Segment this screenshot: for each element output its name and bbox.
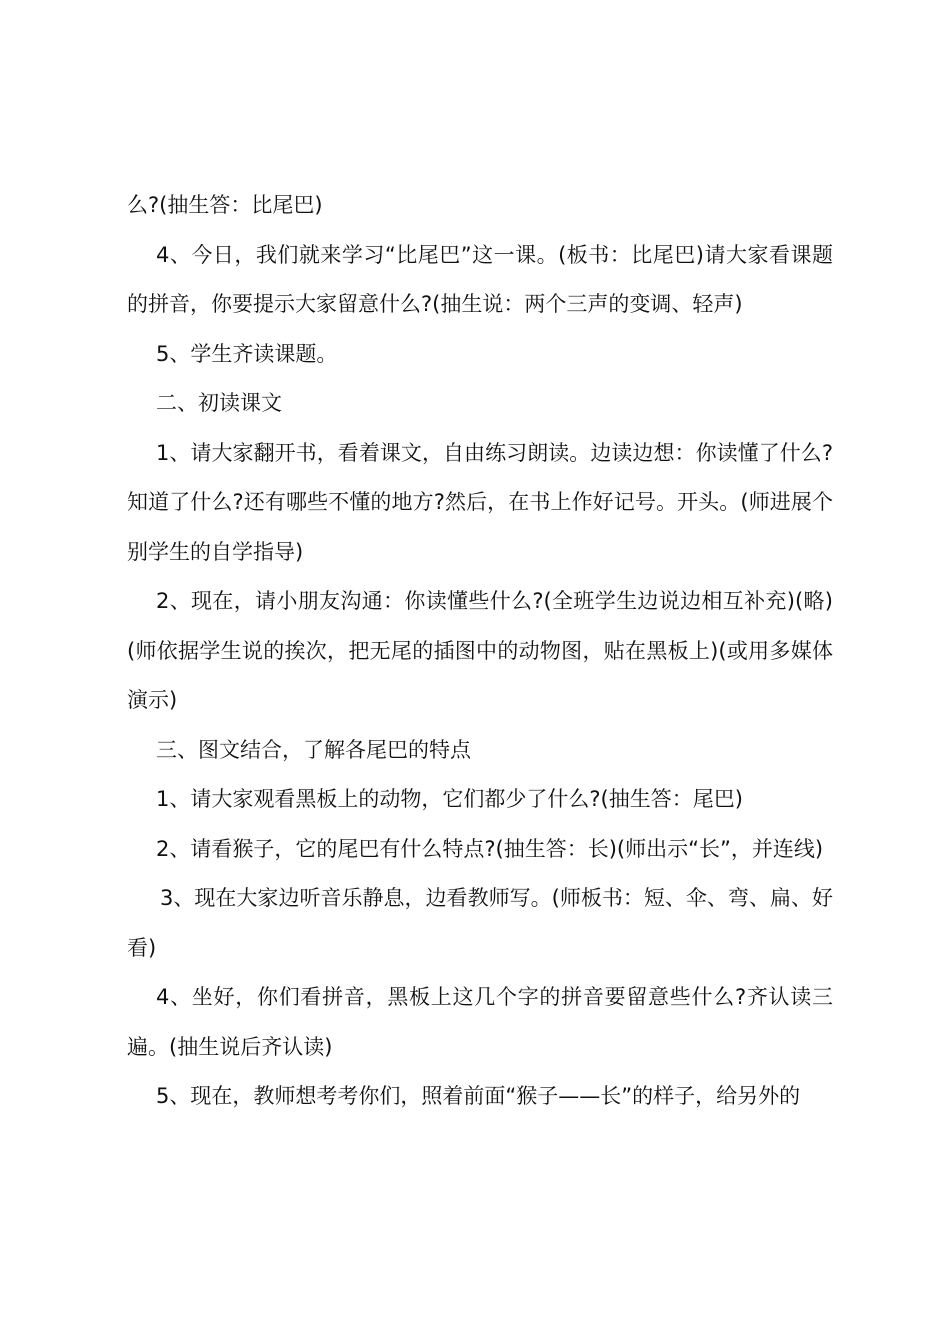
- paragraph-tail-step-1: 1、请大家观看黑板上的动物，它们都少了什么?(抽生答：尾巴): [156, 787, 743, 811]
- paragraph-tail-step-3: 3、现在大家边听音乐静息，边看教师写。(师板书：短、伞、弯、扁、好看): [127, 886, 833, 960]
- paragraph-reading-step-1: 1、请大家翻开书，看着课文，自由练习朗读。边读边想：你读懂了什么?知道了什么?还有哪些不懂的地方?然后，在书上作好记号。开头。(师进展个别学生的自学指导): [127, 440, 833, 564]
- paragraph-tail-step-2: 2、请看猴子，它的尾巴有什么特点?(抽生答：长)(师出示“长”，并连线): [156, 836, 824, 861]
- section-heading-text-image: 三、图文结合，了解各尾巴的特点: [156, 737, 471, 762]
- paragraph-step-5-read-title: 5、学生齐读课题。: [156, 341, 338, 366]
- section-heading-initial-reading: 二、初读课文: [156, 391, 282, 415]
- paragraph-step-4-intro: 4、今日，我们就来学习“比尾巴”这一课。(板书：比尾巴)请大家看课题的拼音，你要提示大家留意什么?(抽生说：两个三声的变调、轻声): [127, 242, 833, 316]
- paragraph-tail-step-5: 5、现在，教师想考考你们，照着前面“猴子——长”的样子，给另外的: [156, 1084, 801, 1108]
- paragraph-tail-step-4: 4、坐好，你们看拼音，黑板上这几个字的拼音要留意些什么?齐认读三遍。(抽生说后齐认读): [127, 985, 833, 1059]
- paragraph-continuation: 么?(抽生答：比尾巴): [127, 193, 323, 217]
- paragraph-reading-step-2: 2、现在，请小朋友沟通：你读懂些什么?(全班学生边说边相互补充)(略)(师依据学生说的挨次，把无尾的插图中的动物图，贴在黑板上)(或用多媒体演示): [127, 589, 833, 712]
- document-body: [127, 181, 833, 1122]
